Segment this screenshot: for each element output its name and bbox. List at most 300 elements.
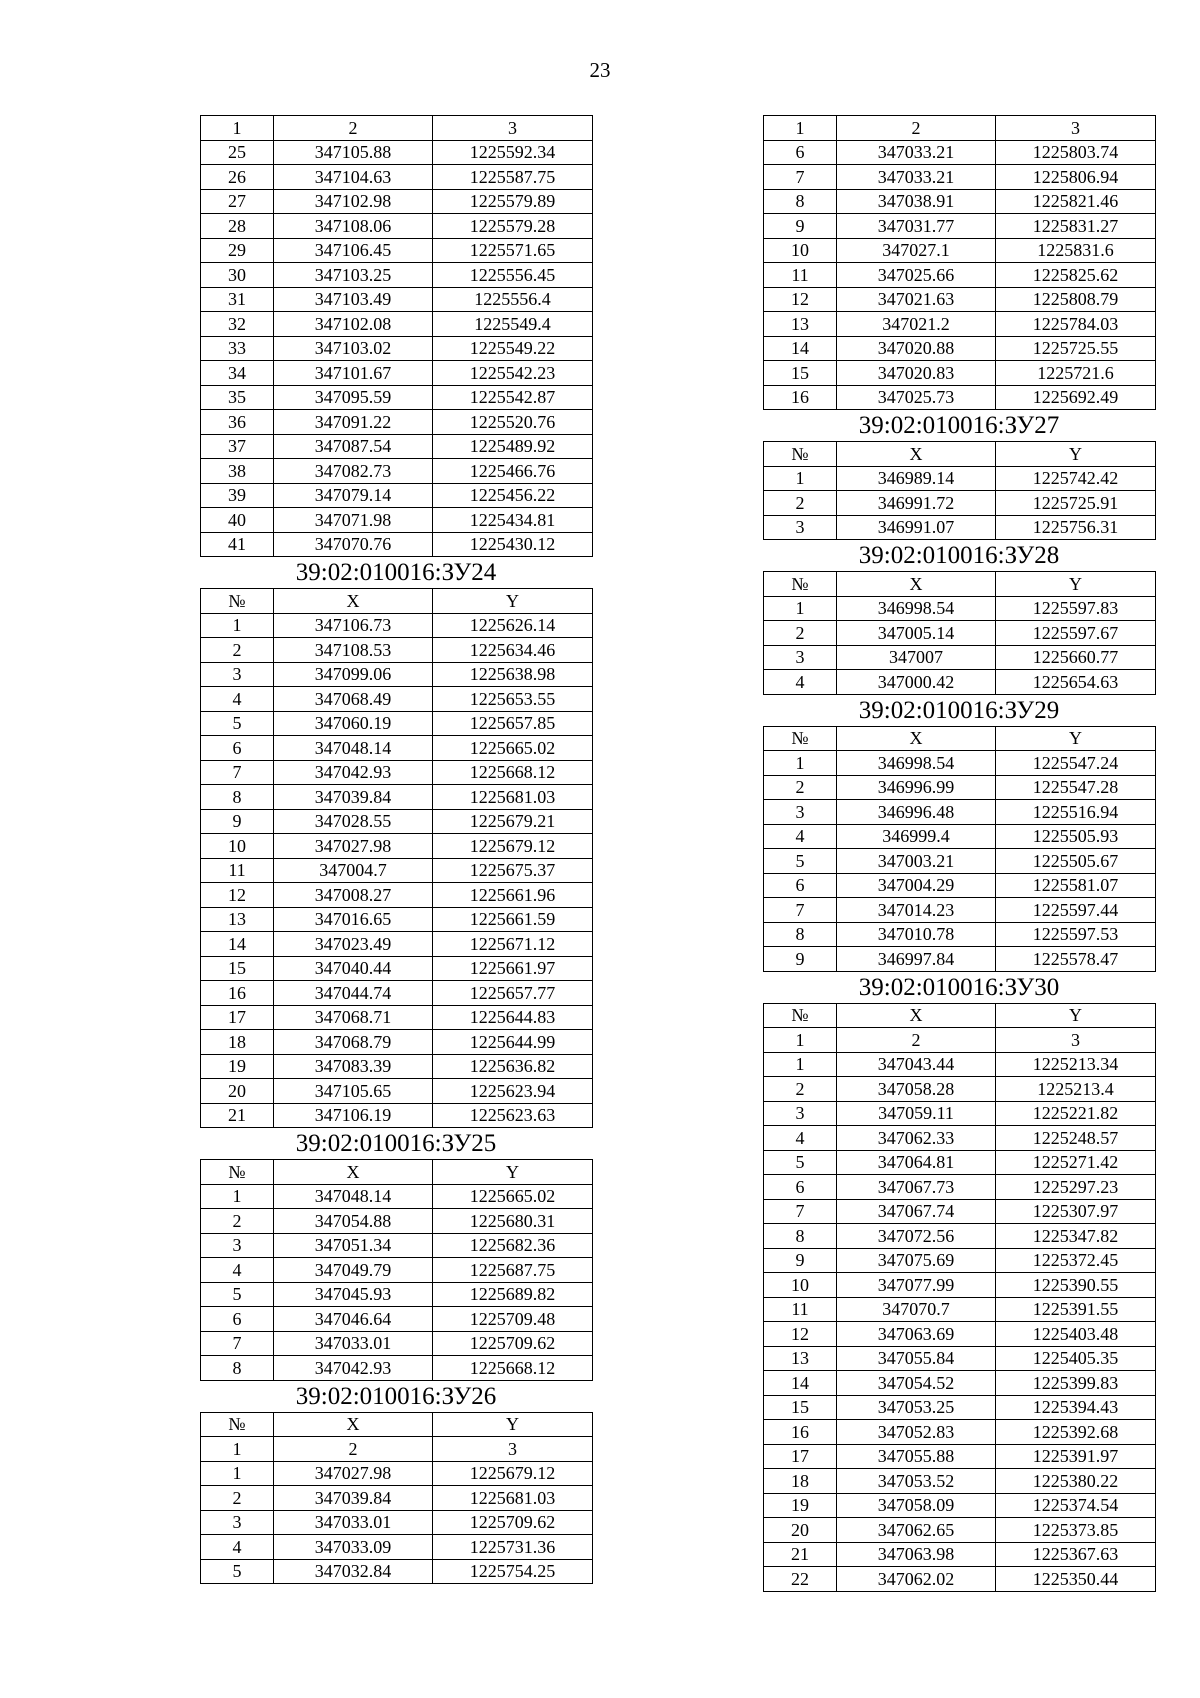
table-row: [764, 596, 1156, 621]
table-row: [764, 670, 1156, 695]
point-number-cell: 11: [201, 858, 274, 883]
x-coordinate-cell: 347106.19: [274, 1103, 433, 1128]
y-coordinate-cell: 1225687.75: [433, 1258, 593, 1283]
x-coordinate-cell: 347106.73: [274, 613, 433, 638]
y-coordinate-cell: 1225592.34: [433, 140, 593, 165]
x-coordinate-cell: 347027.98: [274, 1461, 433, 1486]
left-column: [200, 115, 592, 1584]
point-number-cell: 36: [201, 410, 274, 435]
x-coordinate-cell: 347051.34: [274, 1233, 433, 1258]
y-coordinate-cell: 1225597.44: [996, 898, 1156, 923]
table-row: [201, 613, 593, 638]
y-coordinate-cell: 1225307.97: [996, 1199, 1156, 1224]
x-coordinate-cell: 347095.59: [274, 385, 433, 410]
point-number-cell: №: [764, 442, 837, 467]
table-row: [201, 1209, 593, 1234]
point-number-cell: 39: [201, 483, 274, 508]
point-number-cell: №: [201, 1160, 274, 1185]
y-coordinate-cell: 1225661.59: [433, 907, 593, 932]
point-number-cell: 12: [764, 1322, 837, 1347]
table-row: [201, 1005, 593, 1030]
table-row: [764, 1444, 1156, 1469]
y-coordinate-cell: 3: [996, 116, 1156, 141]
x-coordinate-cell: 346991.07: [837, 515, 996, 540]
point-number-cell: 8: [201, 785, 274, 810]
point-number-cell: 9: [764, 947, 837, 972]
table-row: [201, 956, 593, 981]
x-coordinate-cell: X: [837, 572, 996, 597]
y-coordinate-cell: 1225581.07: [996, 873, 1156, 898]
y-coordinate-cell: 1225399.83: [996, 1371, 1156, 1396]
y-coordinate-cell: Y: [996, 1003, 1156, 1028]
table-row: [201, 361, 593, 386]
x-coordinate-cell: 347067.74: [837, 1199, 996, 1224]
point-number-cell: 26: [201, 165, 274, 190]
table-row: [764, 1199, 1156, 1224]
table-row: [201, 638, 593, 663]
x-coordinate-cell: 347067.73: [837, 1175, 996, 1200]
table-row: [201, 1184, 593, 1209]
point-number-cell: 41: [201, 532, 274, 557]
x-coordinate-cell: 347064.81: [837, 1150, 996, 1175]
point-number-cell: 7: [764, 1199, 837, 1224]
y-coordinate-cell: 1225682.36: [433, 1233, 593, 1258]
x-coordinate-cell: 2: [837, 1028, 996, 1053]
point-number-cell: 17: [764, 1444, 837, 1469]
x-coordinate-cell: 347033.21: [837, 165, 996, 190]
point-number-cell: 14: [764, 336, 837, 361]
x-coordinate-cell: X: [274, 1412, 433, 1437]
table-row: [764, 898, 1156, 923]
table-row: [764, 775, 1156, 800]
table-row: [764, 751, 1156, 776]
table-row: [201, 809, 593, 834]
table-row: [201, 1160, 593, 1185]
x-coordinate-cell: 347016.65: [274, 907, 433, 932]
y-coordinate-cell: 1225636.82: [433, 1054, 593, 1079]
x-coordinate-cell: 347000.42: [837, 670, 996, 695]
point-number-cell: 15: [201, 956, 274, 981]
x-coordinate-cell: 347025.73: [837, 385, 996, 410]
x-coordinate-cell: X: [274, 1160, 433, 1185]
x-coordinate-cell: 347063.98: [837, 1542, 996, 1567]
point-number-cell: 2: [764, 491, 837, 516]
x-coordinate-cell: 347004.29: [837, 873, 996, 898]
x-coordinate-cell: 347020.88: [837, 336, 996, 361]
y-coordinate-cell: Y: [433, 589, 593, 614]
x-coordinate-cell: 347025.66: [837, 263, 996, 288]
y-coordinate-cell: 1225547.28: [996, 775, 1156, 800]
point-number-cell: 8: [201, 1356, 274, 1381]
table-row: [201, 434, 593, 459]
point-number-cell: 2: [201, 1209, 274, 1234]
y-coordinate-cell: 1225405.35: [996, 1346, 1156, 1371]
point-number-cell: 10: [201, 834, 274, 859]
point-number-cell: 21: [764, 1542, 837, 1567]
x-coordinate-cell: 2: [274, 116, 433, 141]
table-row: [764, 1150, 1156, 1175]
y-coordinate-cell: Y: [433, 1412, 593, 1437]
y-coordinate-cell: 1225221.82: [996, 1101, 1156, 1126]
x-coordinate-cell: 347033.01: [274, 1510, 433, 1535]
table-row: [764, 1322, 1156, 1347]
y-coordinate-cell: 1225725.91: [996, 491, 1156, 516]
point-number-cell: 10: [764, 238, 837, 263]
table-row: [201, 263, 593, 288]
y-coordinate-cell: 1225806.94: [996, 165, 1156, 190]
y-coordinate-cell: 1225721.6: [996, 361, 1156, 386]
table-row: [201, 116, 593, 141]
y-coordinate-cell: 1225374.54: [996, 1493, 1156, 1518]
point-number-cell: 4: [201, 687, 274, 712]
point-number-cell: 1: [764, 596, 837, 621]
section-title: 39:02:010016:ЗУ24: [295, 559, 497, 586]
x-coordinate-cell: 347062.65: [837, 1518, 996, 1543]
y-coordinate-cell: 1225657.85: [433, 711, 593, 736]
point-number-cell: 1: [201, 1461, 274, 1486]
x-coordinate-cell: 347058.28: [837, 1077, 996, 1102]
table-row: [201, 1054, 593, 1079]
point-number-cell: 25: [201, 140, 274, 165]
y-coordinate-cell: 1225679.21: [433, 809, 593, 834]
point-number-cell: 1: [764, 1028, 837, 1053]
point-number-cell: 6: [764, 140, 837, 165]
coordinates-table: [200, 588, 593, 1128]
y-coordinate-cell: 1225466.76: [433, 459, 593, 484]
y-coordinate-cell: 1225725.55: [996, 336, 1156, 361]
point-number-cell: 2: [201, 638, 274, 663]
point-number-cell: 4: [764, 1126, 837, 1151]
x-coordinate-cell: 347055.84: [837, 1346, 996, 1371]
point-number-cell: 7: [201, 1331, 274, 1356]
x-coordinate-cell: 347032.84: [274, 1559, 433, 1584]
point-number-cell: 3: [764, 645, 837, 670]
point-number-cell: 5: [201, 1559, 274, 1584]
point-number-cell: 32: [201, 312, 274, 337]
point-number-cell: 37: [201, 434, 274, 459]
table-row: [764, 1371, 1156, 1396]
point-number-cell: 11: [764, 263, 837, 288]
point-number-cell: 19: [201, 1054, 274, 1079]
y-coordinate-cell: 1225657.77: [433, 981, 593, 1006]
table-row: [764, 1346, 1156, 1371]
table-row: [764, 1126, 1156, 1151]
point-number-cell: 18: [764, 1469, 837, 1494]
x-coordinate-cell: 347046.64: [274, 1307, 433, 1332]
y-coordinate-cell: 1225213.34: [996, 1052, 1156, 1077]
y-coordinate-cell: 1225392.68: [996, 1420, 1156, 1445]
x-coordinate-cell: 347005.14: [837, 621, 996, 646]
point-number-cell: №: [764, 1003, 837, 1028]
y-coordinate-cell: 1225671.12: [433, 932, 593, 957]
y-coordinate-cell: 1225681.03: [433, 785, 593, 810]
point-number-cell: 20: [201, 1079, 274, 1104]
point-number-cell: 6: [201, 1307, 274, 1332]
point-number-cell: 1: [201, 116, 274, 141]
point-number-cell: 6: [201, 736, 274, 761]
coordinates-table: [200, 1412, 593, 1585]
table-row: [764, 1420, 1156, 1445]
table-row: [764, 140, 1156, 165]
y-coordinate-cell: 1225380.22: [996, 1469, 1156, 1494]
table-row: [764, 572, 1156, 597]
x-coordinate-cell: 347054.88: [274, 1209, 433, 1234]
y-coordinate-cell: 1225831.27: [996, 214, 1156, 239]
point-number-cell: 18: [201, 1030, 274, 1055]
point-number-cell: №: [764, 726, 837, 751]
point-number-cell: 13: [764, 312, 837, 337]
x-coordinate-cell: 347060.19: [274, 711, 433, 736]
table-row: [764, 189, 1156, 214]
table-row: [764, 1077, 1156, 1102]
point-number-cell: 7: [764, 898, 837, 923]
point-number-cell: 29: [201, 238, 274, 263]
x-coordinate-cell: 346998.54: [837, 596, 996, 621]
table-row: [201, 589, 593, 614]
table-row: [201, 410, 593, 435]
table-row: [764, 214, 1156, 239]
y-coordinate-cell: 1225626.14: [433, 613, 593, 638]
x-coordinate-cell: 347083.39: [274, 1054, 433, 1079]
x-coordinate-cell: 347087.54: [274, 434, 433, 459]
y-coordinate-cell: 1225634.46: [433, 638, 593, 663]
coordinates-table: [200, 1159, 593, 1381]
y-coordinate-cell: 1225520.76: [433, 410, 593, 435]
x-coordinate-cell: 347020.83: [837, 361, 996, 386]
coordinates-table: [763, 726, 1156, 972]
y-coordinate-cell: 1225542.87: [433, 385, 593, 410]
y-coordinate-cell: 1225644.99: [433, 1030, 593, 1055]
point-number-cell: 5: [764, 849, 837, 874]
x-coordinate-cell: 347082.73: [274, 459, 433, 484]
x-coordinate-cell: 347053.52: [837, 1469, 996, 1494]
x-coordinate-cell: 347102.08: [274, 312, 433, 337]
coordinates-table: [763, 1003, 1156, 1592]
x-coordinate-cell: 347070.76: [274, 532, 433, 557]
y-coordinate-cell: 1225390.55: [996, 1273, 1156, 1298]
point-number-cell: 16: [201, 981, 274, 1006]
point-number-cell: 5: [201, 1282, 274, 1307]
section-title: 39:02:010016:ЗУ30: [858, 973, 1060, 1001]
x-coordinate-cell: 347070.7: [837, 1297, 996, 1322]
point-number-cell: 6: [764, 1175, 837, 1200]
y-coordinate-cell: 1225665.02: [433, 736, 593, 761]
x-coordinate-cell: 347031.77: [837, 214, 996, 239]
page-number: 23: [589, 58, 611, 82]
x-coordinate-cell: 347003.21: [837, 849, 996, 874]
table-row: [201, 932, 593, 957]
point-number-cell: 16: [764, 385, 837, 410]
x-coordinate-cell: 346996.48: [837, 800, 996, 825]
y-coordinate-cell: 1225681.03: [433, 1486, 593, 1511]
y-coordinate-cell: 1225556.45: [433, 263, 593, 288]
point-number-cell: 16: [764, 1420, 837, 1445]
x-coordinate-cell: 347023.49: [274, 932, 433, 957]
y-coordinate-cell: 1225754.25: [433, 1559, 593, 1584]
y-coordinate-cell: 3: [433, 116, 593, 141]
table-row: [764, 1052, 1156, 1077]
y-coordinate-cell: 1225297.23: [996, 1175, 1156, 1200]
table-row: [764, 442, 1156, 467]
section-title: 39:02:010016:ЗУ27: [858, 412, 1060, 439]
point-number-cell: 1: [764, 116, 837, 141]
point-number-cell: 5: [764, 1150, 837, 1175]
table-row: [201, 385, 593, 410]
y-coordinate-cell: 1225367.63: [996, 1542, 1156, 1567]
point-number-cell: 8: [764, 1224, 837, 1249]
y-coordinate-cell: 1225347.82: [996, 1224, 1156, 1249]
y-coordinate-cell: 1225644.83: [433, 1005, 593, 1030]
table-row: [764, 361, 1156, 386]
x-coordinate-cell: 347103.49: [274, 287, 433, 312]
point-number-cell: 2: [764, 775, 837, 800]
table-row: [764, 385, 1156, 410]
x-coordinate-cell: 347007: [837, 645, 996, 670]
point-number-cell: 22: [764, 1567, 837, 1592]
point-number-cell: 33: [201, 336, 274, 361]
point-number-cell: 11: [764, 1297, 837, 1322]
table-row: [201, 1486, 593, 1511]
section-title: 39:02:010016:ЗУ29: [858, 696, 1060, 724]
y-coordinate-cell: 1225660.77: [996, 645, 1156, 670]
y-coordinate-cell: 1225556.4: [433, 287, 593, 312]
y-coordinate-cell: 1225350.44: [996, 1567, 1156, 1592]
table-row: [201, 834, 593, 859]
y-coordinate-cell: 1225623.94: [433, 1079, 593, 1104]
table-row: [201, 238, 593, 263]
table-row: [764, 1003, 1156, 1028]
point-number-cell: 2: [201, 1486, 274, 1511]
point-number-cell: 10: [764, 1273, 837, 1298]
y-coordinate-cell: Y: [433, 1160, 593, 1185]
y-coordinate-cell: 1225680.31: [433, 1209, 593, 1234]
table-row: [201, 1030, 593, 1055]
x-coordinate-cell: 347043.44: [837, 1052, 996, 1077]
x-coordinate-cell: 2: [274, 1437, 433, 1462]
table-row: [201, 1079, 593, 1104]
table-row: [764, 466, 1156, 491]
right-column: [763, 115, 1155, 1592]
table-row: [764, 1518, 1156, 1543]
x-coordinate-cell: 347071.98: [274, 508, 433, 533]
y-coordinate-cell: 1225661.97: [433, 956, 593, 981]
table-row: [201, 287, 593, 312]
table-row: [201, 858, 593, 883]
table-row: [201, 883, 593, 908]
point-number-cell: 2: [764, 1077, 837, 1102]
x-coordinate-cell: 347048.14: [274, 1184, 433, 1209]
x-coordinate-cell: 347102.98: [274, 189, 433, 214]
table-row: [201, 907, 593, 932]
table-row: [764, 336, 1156, 361]
y-coordinate-cell: 1225597.83: [996, 596, 1156, 621]
y-coordinate-cell: 1225784.03: [996, 312, 1156, 337]
x-coordinate-cell: 346998.54: [837, 751, 996, 776]
y-coordinate-cell: 1225638.98: [433, 662, 593, 687]
y-coordinate-cell: 1225661.96: [433, 883, 593, 908]
point-number-cell: 28: [201, 214, 274, 239]
point-number-cell: 21: [201, 1103, 274, 1128]
table-row: [764, 849, 1156, 874]
x-coordinate-cell: 347042.93: [274, 1356, 433, 1381]
y-coordinate-cell: 1225742.42: [996, 466, 1156, 491]
point-number-cell: 7: [201, 760, 274, 785]
y-coordinate-cell: 3: [433, 1437, 593, 1462]
table-row: [764, 1493, 1156, 1518]
point-number-cell: №: [201, 1412, 274, 1437]
x-coordinate-cell: 347052.83: [837, 1420, 996, 1445]
x-coordinate-cell: 347049.79: [274, 1258, 433, 1283]
x-coordinate-cell: 347004.7: [274, 858, 433, 883]
table-row: [764, 1395, 1156, 1420]
table-row: [201, 736, 593, 761]
x-coordinate-cell: 347010.78: [837, 922, 996, 947]
point-number-cell: 15: [764, 1395, 837, 1420]
x-coordinate-cell: 347108.06: [274, 214, 433, 239]
point-number-cell: 3: [764, 1101, 837, 1126]
x-coordinate-cell: 347027.98: [274, 834, 433, 859]
x-coordinate-cell: 347068.49: [274, 687, 433, 712]
y-coordinate-cell: 1225571.65: [433, 238, 593, 263]
point-number-cell: 40: [201, 508, 274, 533]
y-coordinate-cell: 1225679.12: [433, 834, 593, 859]
x-coordinate-cell: 347028.55: [274, 809, 433, 834]
table-row: [764, 800, 1156, 825]
point-number-cell: 12: [764, 287, 837, 312]
table-row: [201, 760, 593, 785]
point-number-cell: 3: [764, 800, 837, 825]
y-coordinate-cell: 1225825.62: [996, 263, 1156, 288]
point-number-cell: 19: [764, 1493, 837, 1518]
y-coordinate-cell: 1225505.67: [996, 849, 1156, 874]
y-coordinate-cell: Y: [996, 442, 1156, 467]
y-coordinate-cell: 1225808.79: [996, 287, 1156, 312]
table-row: [201, 312, 593, 337]
x-coordinate-cell: 346996.99: [837, 775, 996, 800]
table-row: [764, 263, 1156, 288]
table-row: [201, 1510, 593, 1535]
table-row: [764, 873, 1156, 898]
y-coordinate-cell: 1225248.57: [996, 1126, 1156, 1151]
table-row: [201, 532, 593, 557]
table-row: [201, 1461, 593, 1486]
y-coordinate-cell: Y: [996, 726, 1156, 751]
table-row: [764, 165, 1156, 190]
y-coordinate-cell: 1225430.12: [433, 532, 593, 557]
point-number-cell: 7: [764, 165, 837, 190]
point-number-cell: 1: [764, 466, 837, 491]
table-row: [764, 726, 1156, 751]
table-row: [201, 483, 593, 508]
x-coordinate-cell: 347033.09: [274, 1535, 433, 1560]
table-row: [201, 1331, 593, 1356]
y-coordinate-cell: 1225654.63: [996, 670, 1156, 695]
y-coordinate-cell: 1225679.12: [433, 1461, 593, 1486]
point-number-cell: 4: [201, 1258, 274, 1283]
y-coordinate-cell: 1225549.4: [433, 312, 593, 337]
y-coordinate-cell: 1225391.55: [996, 1297, 1156, 1322]
y-coordinate-cell: 1225516.94: [996, 800, 1156, 825]
point-number-cell: 6: [764, 873, 837, 898]
table-row: [201, 1535, 593, 1560]
y-coordinate-cell: 1225831.6: [996, 238, 1156, 263]
point-number-cell: 8: [764, 922, 837, 947]
x-coordinate-cell: 347101.67: [274, 361, 433, 386]
y-coordinate-cell: 1225372.45: [996, 1248, 1156, 1273]
point-number-cell: №: [201, 589, 274, 614]
x-coordinate-cell: 347103.02: [274, 336, 433, 361]
table-row: [201, 981, 593, 1006]
